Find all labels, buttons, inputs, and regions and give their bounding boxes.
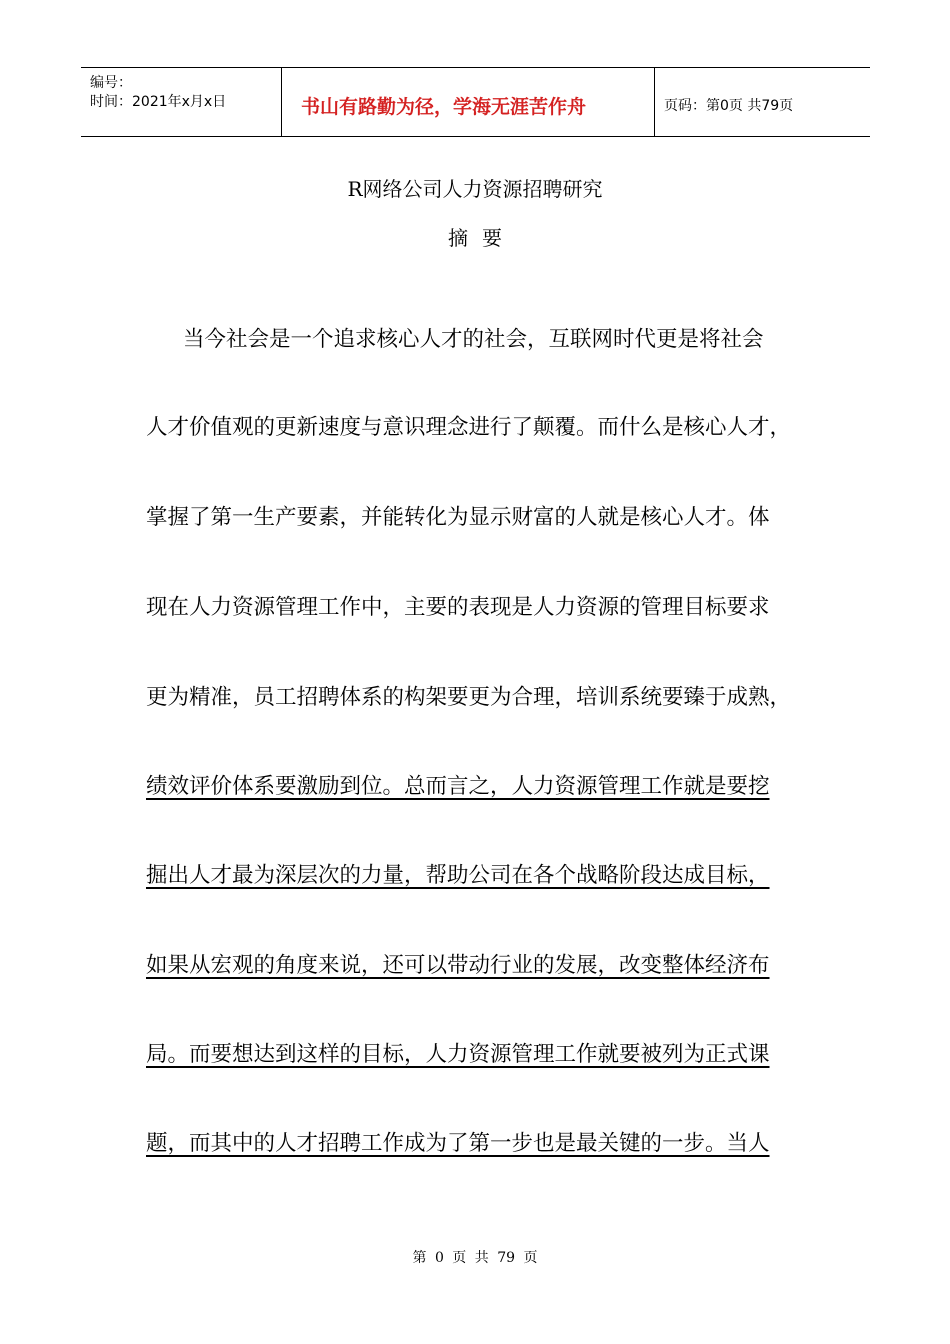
document-header xyxy=(81,67,870,137)
header-info-cell xyxy=(81,68,282,136)
paragraph-line: 题，而其中的人才招聘工作成为了第一步也是最关键的一步。当人 xyxy=(146,1131,770,1156)
header-motto: 书山有路勤为径，学海无涯苦作舟 xyxy=(301,96,587,118)
paragraph-line: 当今社会是一个追求核心人才的社会，互联网时代更是将社会 xyxy=(183,327,764,352)
section-heading-abstract: 摘要 xyxy=(448,226,516,250)
header-motto-cell xyxy=(281,68,655,136)
document-title: R网络公司人力资源招聘研究 xyxy=(347,177,603,201)
header-page-code: 页码：第0页 共79页 xyxy=(664,98,794,114)
paragraph-line: 绩效评价体系要激励到位。总而言之，人力资源管理工作就是要挖 xyxy=(146,774,770,799)
paragraph-line: 掌握了第一生产要素，并能转化为显示财富的人就是核心人才。体 xyxy=(146,505,770,530)
page-footer: 第 0 页 共 79 页 xyxy=(412,1250,538,1266)
header-page-cell xyxy=(654,68,870,136)
document-time-label: 时间：2021年x月x日 xyxy=(90,94,227,110)
paragraph-line: 局。而要想达到这样的目标，人力资源管理工作就要被列为正式课 xyxy=(146,1042,770,1067)
paragraph-line: 掘出人才最为深层次的力量，帮助公司在各个战略阶段达成目标， xyxy=(146,863,770,888)
paragraph-line: 现在人力资源管理工作中，主要的表现是人力资源的管理目标要求 xyxy=(146,595,770,620)
paragraph-line: 人才价值观的更新速度与意识理念进行了颠覆。而什么是核心人才， xyxy=(146,415,792,440)
paragraph-line: 如果从宏观的角度来说，还可以带动行业的发展，改变整体经济布 xyxy=(146,953,770,978)
paragraph-line: 更为精准，员工招聘体系的构架要更为合理，培训系统要臻于成熟， xyxy=(146,685,792,710)
document-number-label: 编号： xyxy=(90,75,132,91)
